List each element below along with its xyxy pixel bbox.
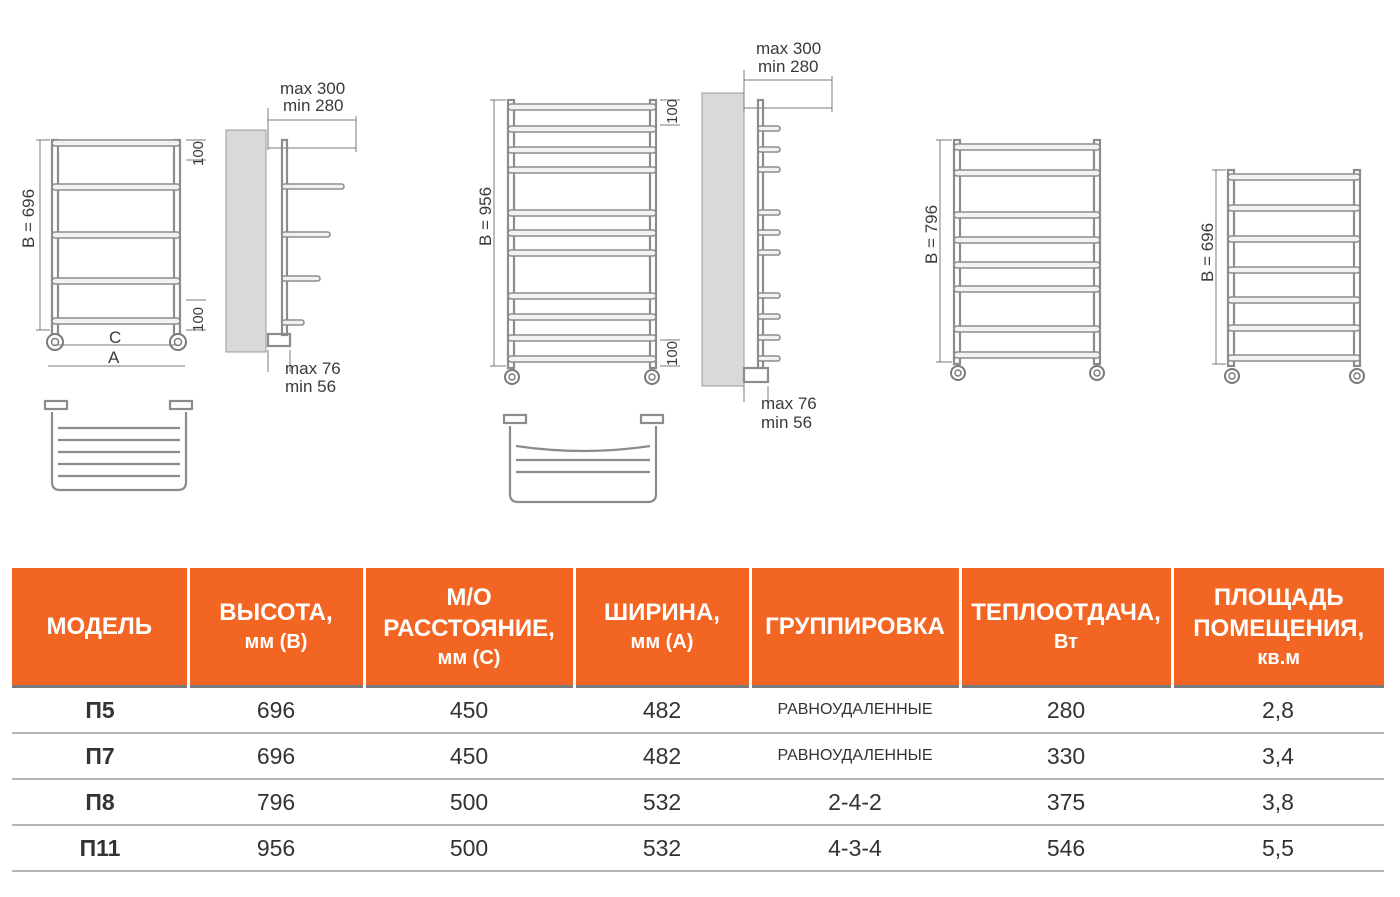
model2-side-min-top: min 280	[758, 57, 819, 76]
model1-height-label: В = 696	[19, 188, 38, 248]
cell-heat-output: 330	[960, 733, 1172, 779]
cell-height: 796	[188, 779, 364, 825]
model2-height-label: В = 956	[476, 186, 495, 246]
model4-front-view	[1198, 170, 1364, 383]
model4-height-label: В = 696	[1198, 222, 1217, 282]
cell-model: П11	[12, 825, 188, 871]
cell-model: П8	[12, 779, 188, 825]
header-grouping: ГРУППИРОВКА	[750, 568, 960, 687]
model3-front-view	[922, 140, 1104, 380]
cell-height: 956	[188, 825, 364, 871]
model2-top-gap-label: 100	[664, 98, 681, 124]
model1-side-min-top: min 280	[283, 96, 344, 115]
header-heat-output: ТЕПЛООТДАЧА, Вт	[960, 568, 1172, 687]
cell-center-distance: 500	[364, 825, 574, 871]
header-room-area: ПЛОЩАДЬ ПОМЕЩЕНИЯ, кв.м	[1172, 568, 1384, 687]
cell-width: 532	[574, 825, 750, 871]
model2-side-max-bottom: max 76	[761, 394, 817, 413]
table-row	[12, 687, 1384, 734]
cell-width: 482	[574, 733, 750, 779]
table-row	[12, 733, 1384, 779]
header-center-distance: М/О РАССТОЯНИЕ, мм (С)	[364, 568, 574, 687]
cell-room-area: 2,8	[1172, 687, 1384, 734]
model2-front-view	[476, 99, 681, 384]
cell-height: 696	[188, 733, 364, 779]
cell-grouping: РАВНОУДАЛЕННЫЕ	[750, 733, 960, 779]
model1-side-view	[226, 79, 356, 396]
model1-side-max-top: max 300	[280, 79, 346, 98]
cell-center-distance: 500	[364, 779, 574, 825]
model1-bottom-gap-label: 100	[190, 306, 207, 332]
cell-model: П7	[12, 733, 188, 779]
model2-side-max-top: max 300	[756, 39, 822, 58]
cell-grouping: 4-3-4	[750, 825, 960, 871]
cell-width: 482	[574, 687, 750, 734]
model2-top-view	[504, 415, 663, 502]
cell-width: 532	[574, 779, 750, 825]
model1-top-view	[45, 401, 192, 490]
model1-a-label: A	[108, 348, 120, 367]
cell-model: П5	[12, 687, 188, 734]
model2-side-view	[702, 39, 832, 432]
model1-front-view	[19, 140, 207, 367]
model1-side-max-bottom: max 76	[285, 359, 341, 378]
model2-bottom-gap-label: 100	[664, 340, 681, 366]
cell-grouping: РАВНОУДАЛЕННЫЕ	[750, 687, 960, 734]
cell-room-area: 5,5	[1172, 825, 1384, 871]
model1-c-label: C	[109, 328, 122, 347]
cell-center-distance: 450	[364, 687, 574, 734]
model3-height-label: В = 796	[922, 204, 941, 264]
header-height: ВЫСОТА, мм (В)	[188, 568, 364, 687]
cell-height: 696	[188, 687, 364, 734]
cell-room-area: 3,8	[1172, 779, 1384, 825]
model1-top-gap-label: 100	[190, 140, 207, 166]
cell-grouping: 2-4-2	[750, 779, 960, 825]
table-row	[12, 779, 1384, 825]
cell-room-area: 3,4	[1172, 733, 1384, 779]
cell-center-distance: 450	[364, 733, 574, 779]
cell-heat-output: 280	[960, 687, 1172, 734]
table-header-row	[12, 568, 1384, 687]
header-model: МОДЕЛЬ	[12, 568, 188, 687]
model1-side-min-bottom: min 56	[285, 377, 337, 396]
model2-side-min-bottom: min 56	[761, 413, 813, 432]
header-width: ШИРИНА, мм (А)	[574, 568, 750, 687]
spec-table	[12, 568, 1384, 872]
table-row	[12, 825, 1384, 871]
cell-heat-output: 546	[960, 825, 1172, 871]
cell-heat-output: 375	[960, 779, 1172, 825]
